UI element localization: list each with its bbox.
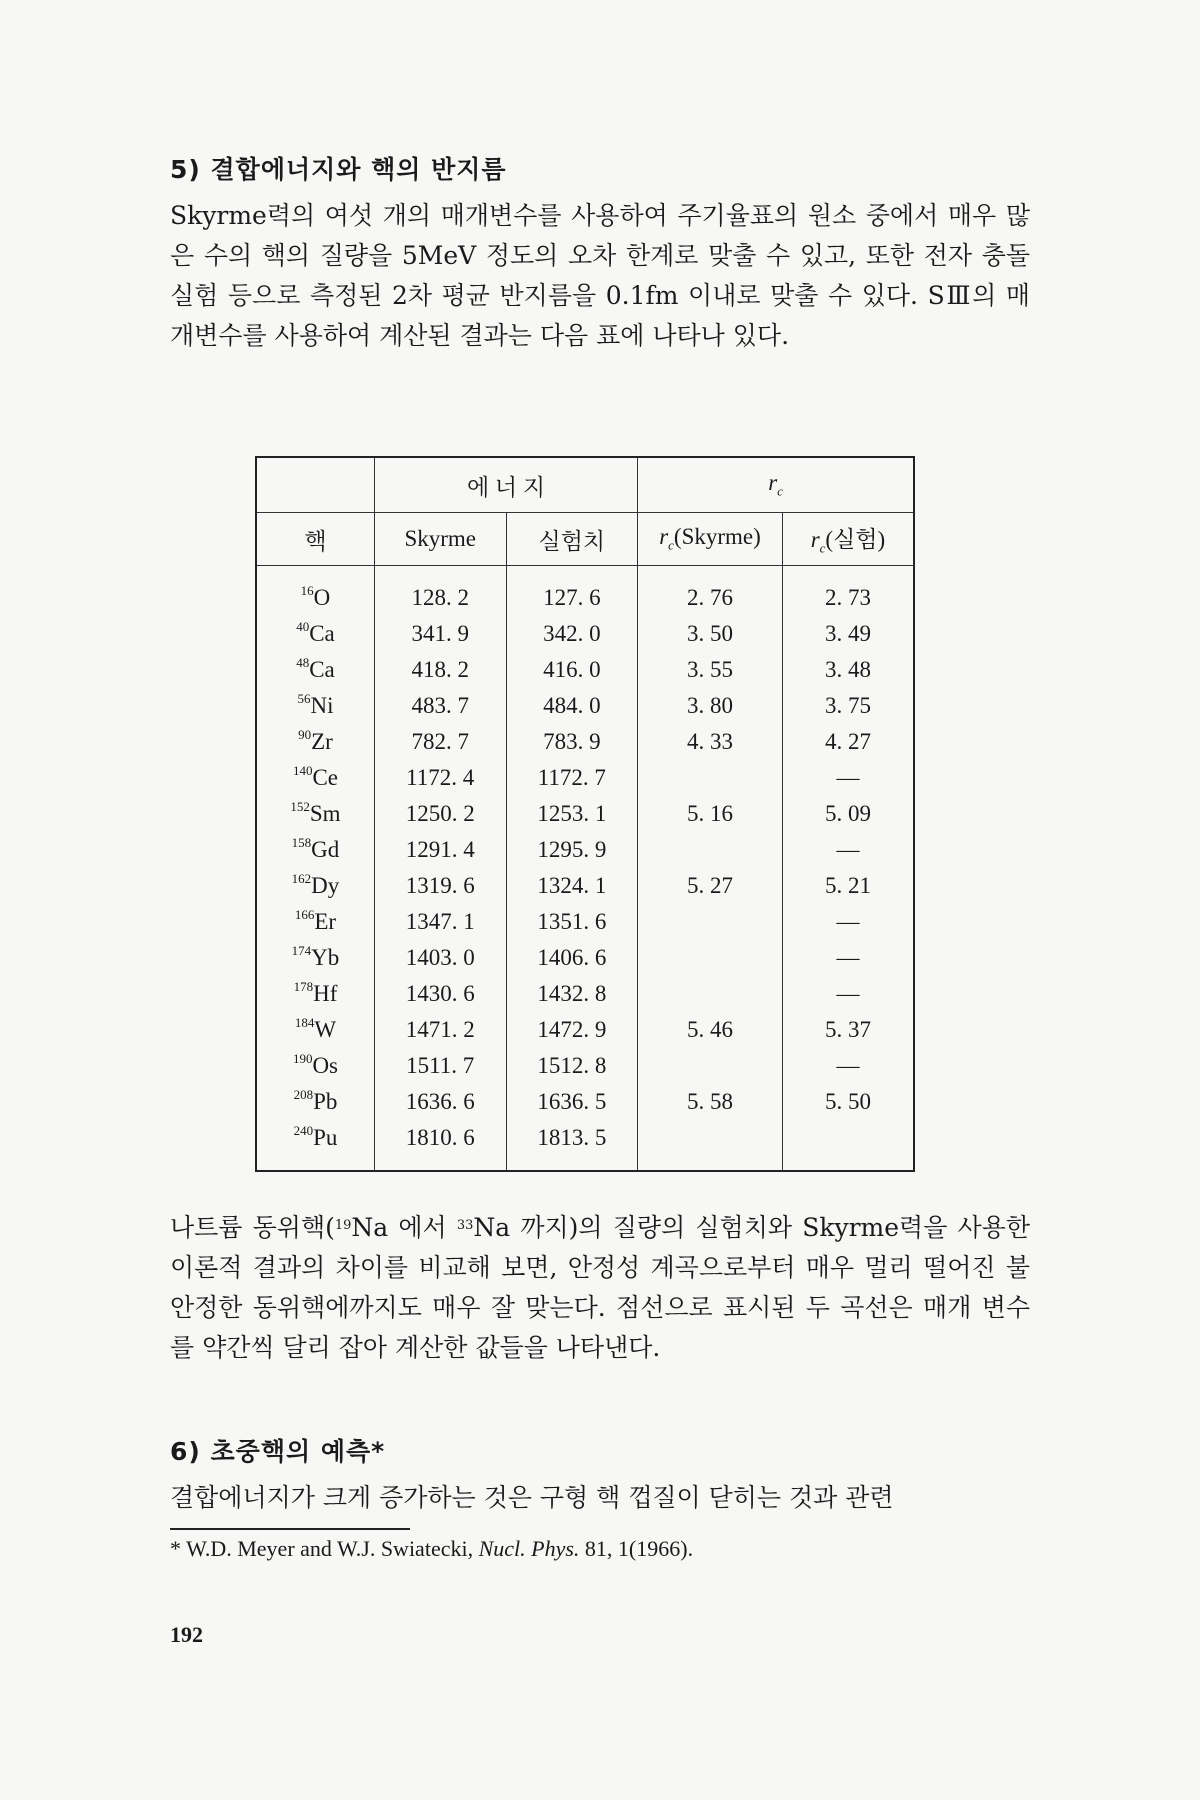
table-row	[256, 616, 914, 652]
cell-energy-skyrme: 1511. 7	[374, 1048, 506, 1084]
cell-energy-skyrme: 1250. 2	[374, 796, 506, 832]
cell-energy-skyrme: 1319. 6	[374, 868, 506, 904]
cell-rc-exp: 3. 75	[782, 688, 914, 724]
section-6-heading: 6) 초중핵의 예측*	[170, 1437, 386, 1466]
element-symbol: Pb	[313, 1089, 338, 1114]
cell-rc-skyrme	[638, 1120, 783, 1171]
cell-energy-exp: 1512. 8	[506, 1048, 638, 1084]
cell-energy-skyrme: 782. 7	[374, 724, 506, 760]
cell-nucleus	[256, 940, 374, 976]
cell-energy-skyrme: 1172. 4	[374, 760, 506, 796]
element-symbol: W	[314, 1017, 337, 1042]
cell-rc-exp: —	[782, 940, 914, 976]
cell-rc-skyrme: 3. 50	[638, 616, 783, 652]
group-header-energy: 에 너 지	[374, 457, 637, 513]
mass-number: 174	[291, 943, 312, 958]
cell-energy-skyrme: 1403. 0	[374, 940, 506, 976]
cell-nucleus	[256, 760, 374, 796]
cell-rc-exp: 2. 73	[782, 566, 914, 617]
section-5-heading: 5) 결합에너지와 핵의 반지름	[170, 155, 507, 184]
table-row	[256, 566, 914, 617]
cell-energy-exp: 1351. 6	[506, 904, 638, 940]
cell-nucleus	[256, 868, 374, 904]
element-symbol: Yb	[311, 945, 340, 970]
cell-rc-skyrme	[638, 976, 783, 1012]
cell-rc-exp: —	[782, 1048, 914, 1084]
mass-number: 208	[293, 1087, 314, 1102]
cell-rc-skyrme: 5. 58	[638, 1084, 783, 1120]
cell-rc-skyrme	[638, 904, 783, 940]
mass-number: 40	[296, 619, 310, 634]
element-symbol: Sm	[309, 801, 341, 826]
cell-rc-exp: —	[782, 976, 914, 1012]
footnote-ref: 81, 1(1966).	[579, 1536, 694, 1561]
footnote-journal: Nucl. Phys.	[478, 1536, 580, 1561]
element-symbol: O	[313, 585, 331, 610]
col-header-energy-exp: 실험치	[506, 513, 638, 566]
cell-nucleus	[256, 904, 374, 940]
mass-number: 56	[297, 691, 311, 706]
table-row	[256, 976, 914, 1012]
cell-nucleus	[256, 796, 374, 832]
cell-rc-skyrme	[638, 760, 783, 796]
mass-number: 158	[291, 835, 312, 850]
cell-rc-exp: —	[782, 760, 914, 796]
mass-number: 16	[300, 583, 314, 598]
table-row	[256, 760, 914, 796]
table-row	[256, 868, 914, 904]
mass-number: 178	[293, 979, 314, 994]
cell-rc-exp: 5. 21	[782, 868, 914, 904]
section-5	[170, 150, 1030, 356]
cell-nucleus	[256, 1120, 374, 1171]
mass-number: 90	[298, 727, 312, 742]
element-symbol: Os	[312, 1053, 338, 1078]
cell-rc-exp: 5. 50	[782, 1084, 914, 1120]
element-symbol: Zr	[311, 729, 333, 754]
cell-nucleus	[256, 1012, 374, 1048]
mass-number: 48	[296, 655, 310, 670]
cell-nucleus	[256, 688, 374, 724]
footnote-divider	[170, 1528, 410, 1530]
energy-radius-table	[255, 456, 915, 1172]
mass-number: 162	[291, 871, 312, 886]
cell-energy-skyrme: 341. 9	[374, 616, 506, 652]
table-row	[256, 688, 914, 724]
cell-energy-exp: 342. 0	[506, 616, 638, 652]
element-symbol: Ca	[309, 657, 335, 682]
mass-number: 240	[293, 1123, 314, 1138]
table-row	[256, 796, 914, 832]
cell-energy-exp: 127. 6	[506, 566, 638, 617]
element-symbol: Hf	[313, 981, 338, 1006]
table-row	[256, 1048, 914, 1084]
element-symbol: Ce	[312, 765, 338, 790]
cell-energy-exp: 416. 0	[506, 652, 638, 688]
cell-energy-exp: 1172. 7	[506, 760, 638, 796]
cell-rc-exp: 5. 09	[782, 796, 914, 832]
cell-energy-exp: 1295. 9	[506, 832, 638, 868]
footnote	[170, 1536, 693, 1562]
table-row	[256, 1012, 914, 1048]
cell-nucleus	[256, 976, 374, 1012]
table-row	[256, 1120, 914, 1171]
cell-nucleus	[256, 1048, 374, 1084]
p2-pre: 나트륨 동위핵(	[170, 1213, 335, 1242]
cell-rc-exp: 3. 48	[782, 652, 914, 688]
cell-rc-exp: 5. 37	[782, 1012, 914, 1048]
cell-energy-exp: 1406. 6	[506, 940, 638, 976]
p2-mid: Na 에서	[351, 1213, 457, 1242]
cell-nucleus	[256, 566, 374, 617]
cell-energy-skyrme: 1347. 1	[374, 904, 506, 940]
col-header-nucleus: 핵	[256, 513, 374, 566]
paragraph-sodium-isotopes	[170, 1208, 1030, 1368]
element-symbol: Er	[314, 909, 337, 934]
col-header-energy-skyrme: Skyrme	[374, 513, 506, 566]
table-group-header-row	[256, 457, 914, 513]
cell-rc-skyrme: 3. 55	[638, 652, 783, 688]
table-row	[256, 904, 914, 940]
cell-energy-exp: 1472. 9	[506, 1012, 638, 1048]
mass-number: 184	[294, 1015, 315, 1030]
group-header-rc: $r_c$	[638, 457, 914, 513]
table-row	[256, 832, 914, 868]
element-symbol: Dy	[311, 873, 340, 898]
col-header-rc-exp: $r_c$(실험)	[782, 513, 914, 566]
cell-energy-skyrme: 418. 2	[374, 652, 506, 688]
table-row	[256, 940, 914, 976]
mass-number: 140	[292, 763, 313, 778]
mass-number: 190	[292, 1051, 313, 1066]
cell-energy-skyrme: 1471. 2	[374, 1012, 506, 1048]
cell-rc-exp: —	[782, 904, 914, 940]
cell-energy-skyrme: 1291. 4	[374, 832, 506, 868]
element-symbol: Gd	[311, 837, 340, 862]
cell-rc-skyrme: 5. 46	[638, 1012, 783, 1048]
element-symbol: Ni	[310, 693, 334, 718]
mass-number: 152	[290, 799, 310, 814]
cell-nucleus	[256, 652, 374, 688]
cell-energy-skyrme: 483. 7	[374, 688, 506, 724]
table-row	[256, 724, 914, 760]
cell-energy-exp: 1813. 5	[506, 1120, 638, 1171]
cell-nucleus	[256, 832, 374, 868]
cell-rc-skyrme	[638, 832, 783, 868]
table-row	[256, 1084, 914, 1120]
cell-rc-exp	[782, 1120, 914, 1171]
element-symbol: Ca	[309, 621, 335, 646]
cell-nucleus	[256, 616, 374, 652]
table-column-header-row	[256, 513, 914, 566]
cell-energy-skyrme: 128. 2	[374, 566, 506, 617]
col-header-rc-skyrme: $r_c(Skyrme)$	[638, 513, 783, 566]
section-6	[170, 1432, 1030, 1518]
cell-rc-skyrme: 2. 76	[638, 566, 783, 617]
cell-energy-skyrme: 1430. 6	[374, 976, 506, 1012]
section-5-paragraph: Skyrme력의 여섯 개의 매개변수를 사용하여 주기율표의 원소 중에서 매우 많은 수의 핵의 질량을 5MeV 정도의 오차 한계로 맞출 수 있고, 또한 전자 충돌실험 등으로 측정된 2차 평균 반지름을 0.1fm 이내로 맞출 수 있다. SⅢ의 매개변수를 사용하여 계산된 결과는 다음 표에 나타나 있다.	[170, 201, 1030, 350]
cell-rc-skyrme: 3. 80	[638, 688, 783, 724]
cell-rc-skyrme: 5. 27	[638, 868, 783, 904]
cell-energy-exp: 1324. 1	[506, 868, 638, 904]
results-table	[255, 456, 915, 1172]
cell-rc-exp: —	[782, 832, 914, 868]
table-body	[256, 566, 914, 1172]
group-header-empty	[256, 457, 374, 513]
page-number: 192	[170, 1622, 203, 1647]
cell-nucleus	[256, 1084, 374, 1120]
cell-rc-exp: 3. 49	[782, 616, 914, 652]
cell-nucleus	[256, 724, 374, 760]
cell-energy-exp: 1636. 5	[506, 1084, 638, 1120]
cell-rc-skyrme	[638, 940, 783, 976]
p2-sup1: 19	[334, 1218, 352, 1233]
cell-energy-exp: 1253. 1	[506, 796, 638, 832]
cell-rc-skyrme: 4. 33	[638, 724, 783, 760]
footnote-authors: * W.D. Meyer and W.J. Swiatecki,	[170, 1536, 479, 1561]
p2-post: Na 까지)의 질량의 실험치와 Skyrme력을 사용한 이론적 결과의 차이를 비교해 보면, 안정성 계곡으로부터 매우 멀리 떨어진 불안정한 동위핵에까지도 매우 잘 맞는다. 점선으로 표시된 두 곡선은 매개 변수를 약간씩 달리 잡아 계산한 값들을 나타낸다.	[170, 1213, 1030, 1362]
cell-energy-exp: 484. 0	[506, 688, 638, 724]
cell-energy-skyrme: 1636. 6	[374, 1084, 506, 1120]
cell-energy-exp: 1432. 8	[506, 976, 638, 1012]
cell-energy-exp: 783. 9	[506, 724, 638, 760]
p2-sup2: 33	[456, 1218, 474, 1233]
element-symbol: Pu	[313, 1125, 338, 1150]
cell-rc-skyrme	[638, 1048, 783, 1084]
mass-number: 166	[294, 907, 315, 922]
section-6-paragraph: 결합에너지가 크게 증가하는 것은 구형 핵 껍질이 닫히는 것과 관련	[170, 1483, 894, 1512]
cell-rc-skyrme: 5. 16	[638, 796, 783, 832]
cell-energy-skyrme: 1810. 6	[374, 1120, 506, 1171]
table-row	[256, 652, 914, 688]
cell-rc-exp: 4. 27	[782, 724, 914, 760]
